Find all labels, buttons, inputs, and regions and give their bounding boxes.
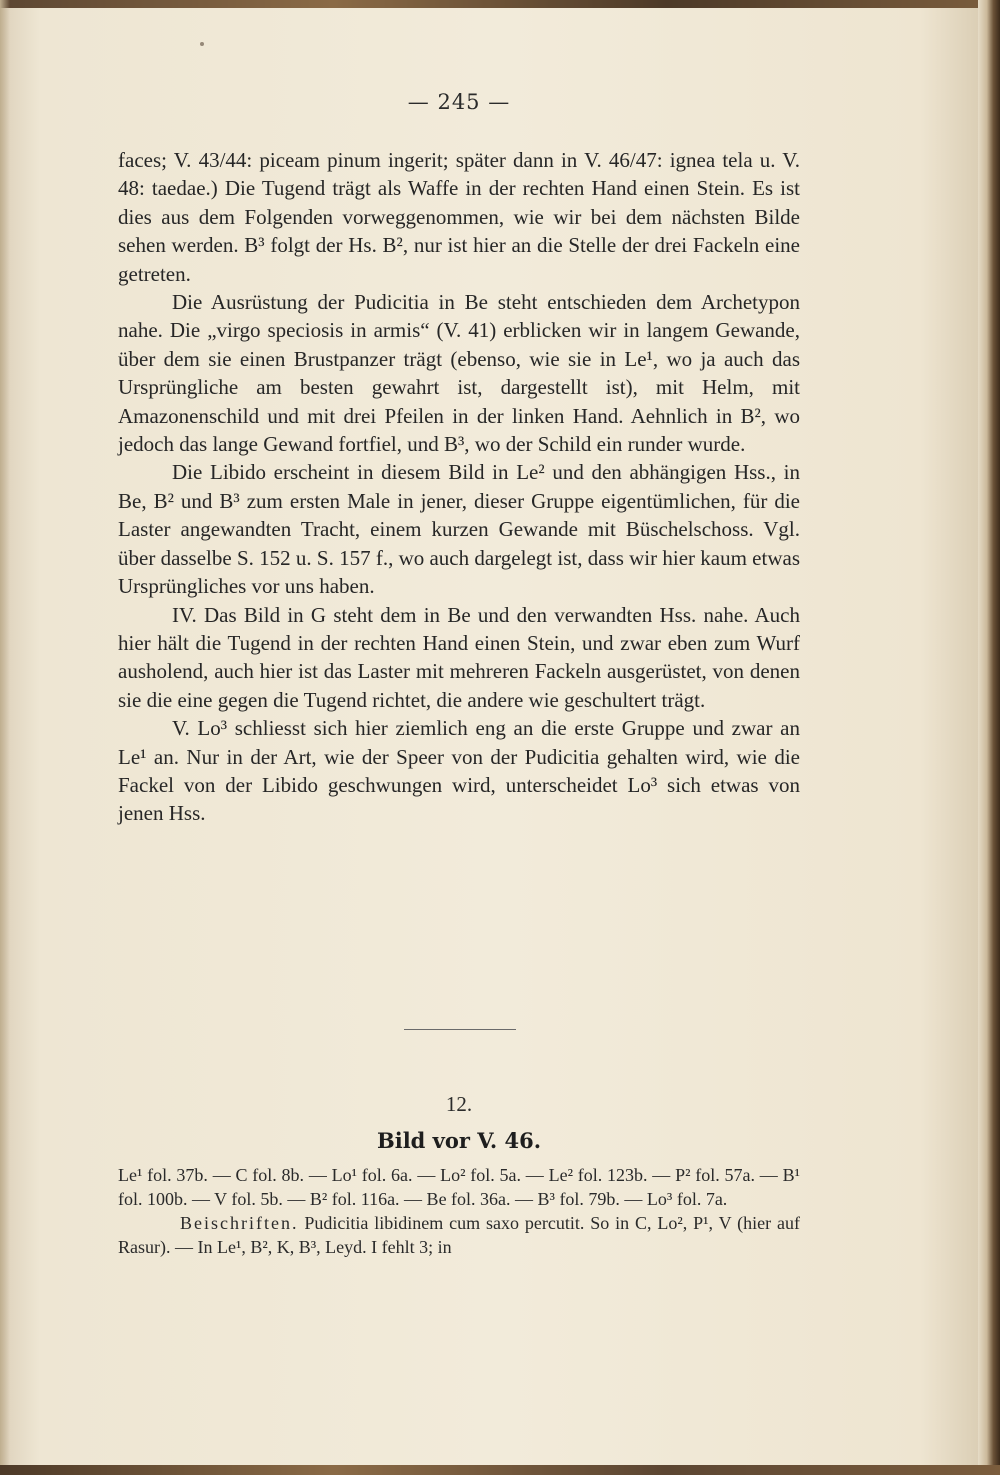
page-top-edge bbox=[0, 0, 1000, 8]
page-number-header: — 245 — bbox=[407, 90, 511, 114]
page-right-edge bbox=[978, 0, 1000, 1475]
section-number: 12. bbox=[445, 1092, 473, 1116]
inscriptions-text: Pudicitia libidinem cum saxo percutit. So in C, Lo², P¹, V (hier auf Rasur). — In Le¹, B², K, B³, Leyd. I fehlt 3; in bbox=[118, 1213, 801, 1257]
paragraph-2: Die Ausrüstung der Pudicitia in Be steht entschieden dem Archetypon nahe. Die „virgo speciosis in armis“ (V. 41) erblicken wir in langem Gewande, über dem sie einen Brustpanzer trägt (ebenso, wie sie in Le¹, wo ja auch das Ursprüngliche am besten gewahrt ist, dargestellt ist), mit Helm, mit Amazonenschild und mit drei Pfeilen in der linken Hand. Aehnlich in B², wo jedoch das lange Gewand fortfiel, und B³, wo der Schild ein runder wurde. bbox=[118, 290, 800, 457]
inscriptions-label: Beischriften. bbox=[180, 1213, 299, 1233]
page-bottom-edge bbox=[0, 1465, 1000, 1475]
section-divider bbox=[404, 1029, 516, 1030]
section-title: Bild vor V. 46. bbox=[376, 1128, 542, 1153]
manuscript-sources: Le¹ fol. 37b. — C fol. 8b. — Lo¹ fol. 6a. — Lo² fol. 5a. — Le² fol. 123b. — P² fol. 57a. — B¹ fol. 100b. — V fol. 5b. — B² fol. 116a. — Be fol. 36a. — B³ fol. 79b. — Lo³ fol. 7a. bbox=[118, 1165, 800, 1209]
paragraph-4: IV. Das Bild in G steht dem in Be und den verwandten Hss. nahe. Auch hier hält die Tugend in der rechten Hand einen Stein, und zwar eben zum Wurf ausholend, auch hier ist das Laster mit mehreren Fackeln ausgerüstet, von denen sie die eine gegen die Tugend richtet, die andere wie geschultert trägt. bbox=[118, 602, 800, 712]
paragraph-5: V. Lo³ schliesst sich hier ziemlich eng an die erste Gruppe und zwar an Le¹ an. Nur in der Art, wie der Speer von der Pudicitia gehalten wird, wie die Fackel von der Libido geschwungen wird, unterscheidet Lo³ sich etwas von jenen Hss. bbox=[118, 716, 800, 826]
paper-speck bbox=[200, 42, 204, 46]
paragraph-3: Die Libido erscheint in diesem Bild in Le² und den abhängigen Hss., in Be, B² und B³ zum ersten Male in jener, dieser Gruppe eigentümlichen, für die Laster angewandten Tracht, einem kurzen Gewande mit Büschelschoss. Vgl. über dasselbe S. 152 u. S. 157 f., wo auch dargelegt ist, dass wir hier kaum etwas Ursprüngliches vor uns haben. bbox=[118, 460, 800, 599]
paragraph-1: faces; V. 43/44: piceam pinum ingerit; später dann in V. 46/47: ignea tela u. V. 48: taedae.) Die Tugend trägt als Waffe in der rechten Hand einen Stein. Es ist dies aus dem Folgenden vorweggenommen, wie wir bei dem nächsten Bilde sehen werden. B³ folgt der Hs. B², nur ist hier an die Stelle der drei Fackeln eine getreten. bbox=[118, 148, 800, 286]
inscriptions-note bbox=[118, 1211, 800, 1259]
page-left-shadow bbox=[0, 0, 10, 1475]
main-text bbox=[118, 146, 800, 828]
section-notes bbox=[118, 1163, 800, 1259]
